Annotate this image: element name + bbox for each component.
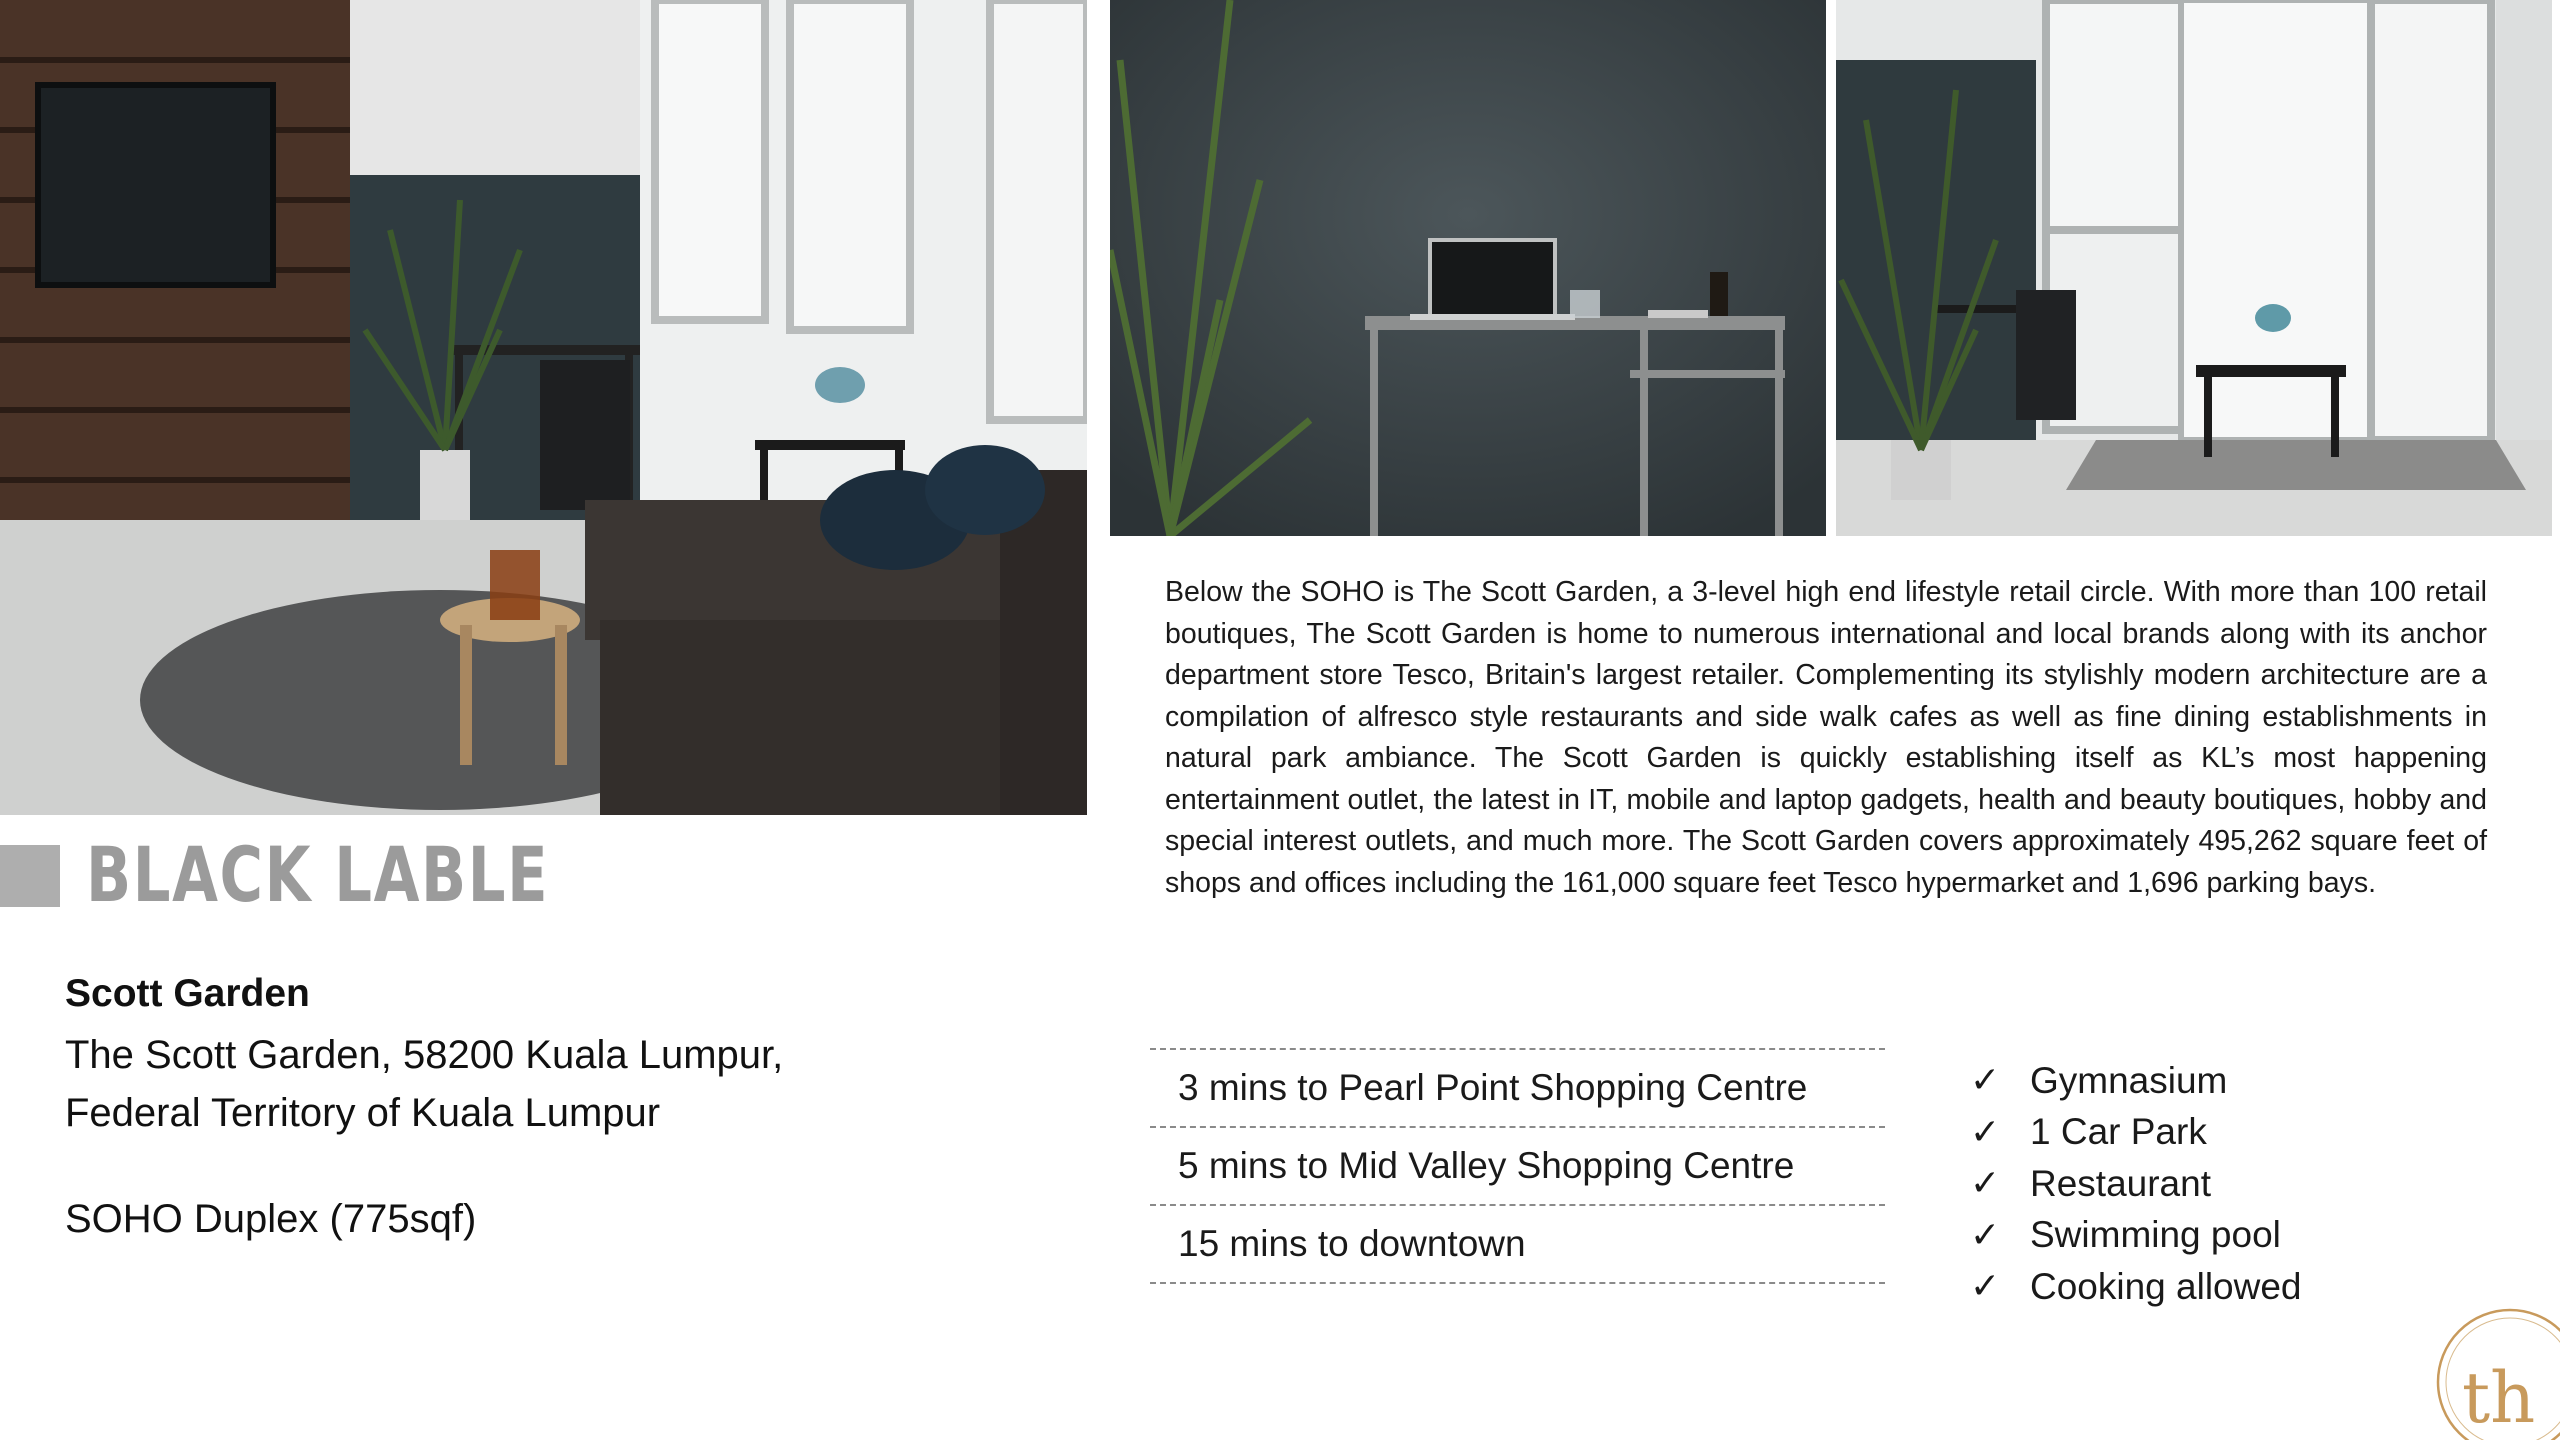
property-address bbox=[65, 1026, 783, 1142]
amenity-list bbox=[1970, 1055, 2302, 1313]
distance-item: 3 mins to Pearl Point Shopping Centre bbox=[1150, 1048, 1885, 1126]
check-icon: ✓ bbox=[1970, 1214, 2001, 1256]
amenity-label: Cooking allowed bbox=[2030, 1265, 2302, 1307]
amenity-label: Restaurant bbox=[2030, 1162, 2211, 1204]
distance-item: 15 mins to downtown bbox=[1150, 1204, 1885, 1284]
amenity-item bbox=[1970, 1055, 2302, 1107]
check-icon: ✓ bbox=[1970, 1266, 2001, 1308]
amenity-item bbox=[1970, 1158, 2302, 1210]
th-monogram-logo bbox=[2432, 1302, 2560, 1440]
distance-list bbox=[1150, 1048, 1885, 1284]
property-name: Scott Garden bbox=[65, 972, 310, 1015]
description-paragraph: Below the SOHO is The Scott Garden, a 3-level high end lifestyle retail circle. With more than 100 retail boutiques, The Scott Garden is home to numerous international and local brands along with its anchor department store Tesco, Britain's largest retailer. Complementing its stylishly modern architecture are a compilation of alfresco style restaurants and side walk cafes as well as fine dining establishments in natural park ambiance. The Scott Garden is quickly establishing itself as KL’s most happening entertainment outlet, the latest in IT, mobile and laptop gadgets, health and beauty boutiques, hobby and special interest outlets, and much more. The Scott Garden covers approximately 495,262 square feet of shops and offices including the 161,000 square feet Tesco hypermarket and 1,696 parking bays. bbox=[1165, 576, 2487, 899]
distance-item: 5 mins to Mid Valley Shopping Centre bbox=[1150, 1126, 1885, 1204]
check-icon: ✓ bbox=[1970, 1163, 2001, 1205]
dining-window-photo bbox=[1836, 0, 2552, 536]
desk-photo bbox=[1110, 0, 1826, 536]
living-room-photo bbox=[0, 0, 1087, 815]
check-icon: ✓ bbox=[1970, 1111, 2001, 1153]
address-line-2: Federal Territory of Kuala Lumpur bbox=[65, 1091, 661, 1135]
address-line-1: The Scott Garden, 58200 Kuala Lumpur, bbox=[65, 1033, 784, 1077]
brand-name: BLACK LABLE bbox=[86, 830, 550, 919]
unit-type: SOHO Duplex (775sqf) bbox=[65, 1197, 477, 1241]
amenity-label: Gymnasium bbox=[2030, 1059, 2228, 1101]
amenity-item bbox=[1970, 1210, 2302, 1262]
amenity-label: 1 Car Park bbox=[2030, 1111, 2207, 1153]
amenity-item bbox=[1970, 1107, 2302, 1159]
brand-accent-bar bbox=[0, 845, 60, 907]
svg-text:th: th bbox=[2462, 1357, 2536, 1439]
amenity-item bbox=[1970, 1261, 2302, 1313]
amenity-label: Swimming pool bbox=[2030, 1214, 2281, 1256]
check-icon: ✓ bbox=[1970, 1060, 2001, 1102]
